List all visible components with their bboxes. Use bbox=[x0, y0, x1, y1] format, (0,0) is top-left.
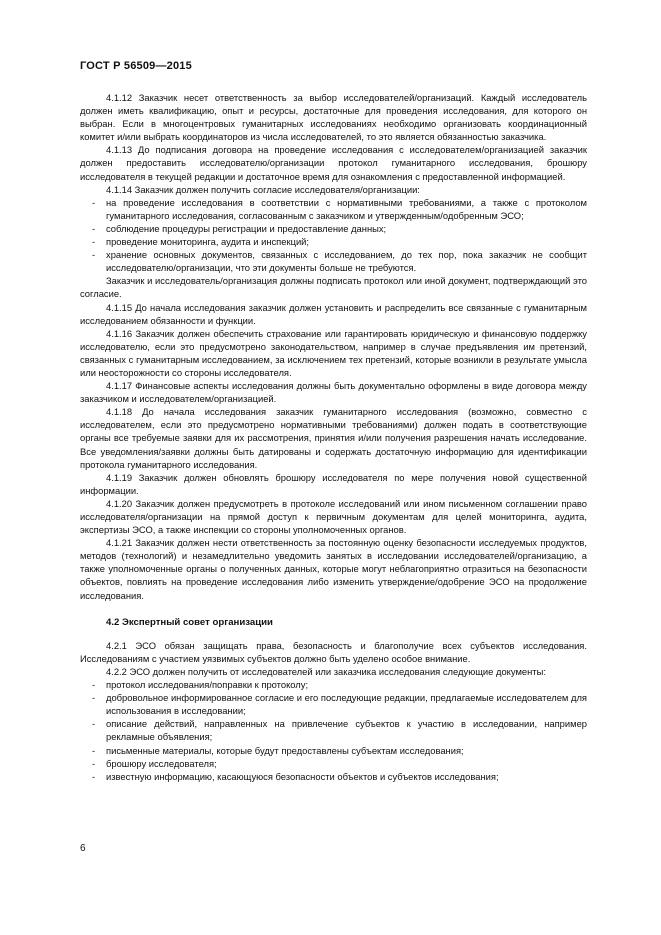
list-item-text: письменные материалы, которые будут предоставлены субъектам исследования; bbox=[106, 744, 464, 756]
document-header: ГОСТ Р 56509—2015 bbox=[80, 60, 192, 72]
paragraph: 4.1.12 Заказчик несет ответственность за выбор исследователей/организаций. Каждый исследователь должен иметь квалификацию, опыт и ресурсы, достаточные для проведения исследования, для которого он выбран. Если в многоцентровых гуманитарных исследованиях необходимо организовать координационный комитет и/или выбрать координаторов из числа исследователей, то это является обязанностью заказчика. bbox=[80, 92, 587, 143]
paragraph: 4.1.13 До подписания договора на проведение исследования с исследователем/организацией заказчик должен предоставить исследователю/организации протокол гуманитарного исследования, брошюру исследователя в текущей редакции и достаточное время для ознакомления с предоставленной информацией. bbox=[80, 144, 587, 182]
list-item bbox=[80, 717, 587, 743]
list-dash: - bbox=[92, 196, 96, 208]
paragraph: 4.1.21 Заказчик должен нести ответственность за постоянную оценку безопасности исследуемых продуктов, методов (технологий) и незамедлительно уведомить занятых в исследовании исследователей/организацию, а также уполномоченные органы о полученных данных, которые могут неблагоприятно отразиться на безопасности объектов, повлиять на проведение исследования либо изменить утверждение/одобрение ЭСО на продолжение исследования. bbox=[80, 537, 587, 601]
paragraph: 4.2.1 ЭСО обязан защищать права, безопасность и благополучие всех субъектов исследования. Исследованиям с участием уязвимых субъектов должно быть уделено особое внимание. bbox=[80, 639, 587, 664]
list-item bbox=[80, 222, 587, 235]
paragraph: 4.1.16 Заказчик должен обеспечить страхование или гарантировать юридическую и финансовую поддержку исследователю, если это предусмотрено законодательством, например в случае предъявления им претензий, связанных с гуманитарным исследованием, за исключением тех претензий, которые возникли в результате умысла или неосторожности со стороны исследователя. bbox=[80, 327, 587, 378]
list-item-text: на проведение исследования в соответствии с нормативными требованиями, а также с протоколом гуманитарного исследования, согласованным с заказчиком и утвержденным/одобренным ЭСО; bbox=[106, 196, 587, 221]
list-item bbox=[80, 757, 587, 770]
paragraph: 4.1.19 Заказчик должен обновлять брошюру исследователя по мере получения новой существенной информации. bbox=[80, 471, 587, 496]
list-item bbox=[80, 691, 587, 717]
page-number: 6 bbox=[80, 843, 86, 854]
list-dash: - bbox=[92, 757, 96, 769]
section-heading: 4.2 Экспертный совет организации bbox=[106, 616, 273, 628]
list-dash: - bbox=[92, 249, 96, 261]
paragraph: 4.1.17 Финансовые аспекты исследования должны быть документально оформлены в виде договора между заказчиком и исследователем/организацией. bbox=[80, 380, 587, 405]
paragraph: 4.1.20 Заказчик должен предусмотреть в протоколе исследований или ином письменном соглашении право исследователя/организации на прямой доступ к первичным документам для целей мониторинга, аудита, экспертизы ЭСО, а также инспекции со стороны уполномоченных органов. bbox=[80, 497, 587, 536]
list-item bbox=[80, 770, 587, 783]
list-item-text: соблюдение процедуры регистрации и предоставление данных; bbox=[106, 222, 387, 234]
paragraph: Заказчик и исследователь/организация должны подписать протокол или иной документ, подтверждающий это согласие. bbox=[80, 275, 587, 300]
list-dash: - bbox=[92, 236, 96, 248]
list-item-text: известную информацию, касающуюся безопасности объектов и субъектов исследования; bbox=[106, 770, 499, 782]
list-item-text: описание действий, направленных на привлечение субъектов к участию в исследовании, например рекламные объявления; bbox=[106, 718, 587, 743]
list-dash: - bbox=[92, 222, 96, 234]
list-item-text: протокол исследования/поправки к протоколу; bbox=[106, 679, 309, 691]
paragraph: 4.2.2 ЭСО должен получить от исследователей или заказчика исследования следующие документы: bbox=[106, 665, 546, 677]
list-dash: - bbox=[92, 770, 96, 782]
list-dash: - bbox=[92, 744, 96, 756]
list-dash: - bbox=[92, 679, 96, 691]
list-item bbox=[80, 744, 587, 757]
paragraph: 4.1.15 До начала исследования заказчик должен установить и распределить все связанные с гуманитарным исследованием обязанности и функции. bbox=[80, 301, 587, 326]
list-item bbox=[80, 678, 587, 691]
list-item-text: брошюру исследователя; bbox=[106, 757, 217, 769]
list-item-text: хранение основных документов, связанных с исследованием, до тех пор, пока заказчик не сообщит исследователю/организации, что эти документы больше не требуются. bbox=[106, 249, 587, 274]
list-dash: - bbox=[92, 692, 96, 704]
paragraph: 4.1.14 Заказчик должен получить согласие исследователя/организации: bbox=[106, 183, 420, 195]
list-item-text: проведение мониторинга, аудита и инспекций; bbox=[106, 236, 310, 248]
list-item bbox=[80, 248, 587, 274]
list-item bbox=[80, 235, 587, 248]
list-dash: - bbox=[92, 718, 96, 730]
document-body bbox=[80, 91, 587, 783]
paragraph: 4.1.18 До начала исследования заказчик гуманитарного исследования (возможно, совместно с исследователем, если это предусмотрено нормативными требованиями) должен подать в соответствующие органы все требуемые заявки для их рассмотрения, принятия и/или получения разрешения начать исследование. Все уведомления/заявки должны быть датированы и содержать достаточную информацию для идентификации протокола гуманитарного исследования. bbox=[80, 406, 587, 470]
list-item-text: добровольное информированное согласие и его последующие редакции, предлагаемые исследователем для использования в исследовании; bbox=[106, 692, 587, 717]
list-item bbox=[80, 196, 587, 222]
